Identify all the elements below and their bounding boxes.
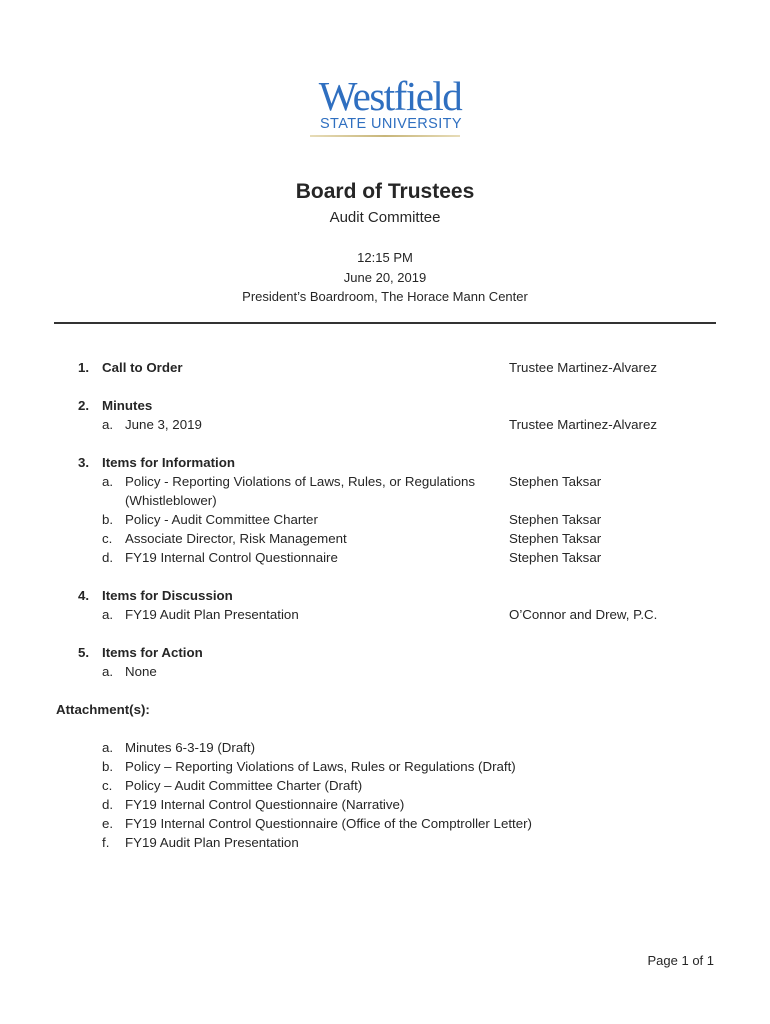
attachment-item	[0, 776, 770, 795]
attachment-letter: e.	[102, 816, 114, 831]
meeting-date: June 20, 2019	[343, 269, 427, 285]
logo-underline	[310, 135, 460, 137]
item-letter: c.	[102, 531, 113, 546]
agenda-item	[0, 415, 770, 434]
item-text: Policy - Audit Committee Charter	[125, 512, 318, 527]
agenda-section	[0, 396, 770, 415]
attachment-item	[0, 757, 770, 776]
presenter: Trustee Martinez-Alvarez	[509, 417, 658, 432]
section-title: Items for Discussion	[102, 588, 233, 603]
attachment-letter: b.	[102, 759, 114, 774]
section-title: Minutes	[102, 398, 153, 413]
section-number: 4.	[78, 588, 90, 603]
item-text: FY19 Internal Control Questionnaire	[125, 550, 338, 565]
presenter: O’Connor and Drew, P.C.	[509, 607, 658, 622]
attachment-item	[0, 814, 770, 833]
agenda-item	[0, 510, 770, 529]
section-title: Call to Order	[102, 360, 183, 375]
agenda-item-continuation	[0, 491, 770, 510]
agenda-item	[0, 529, 770, 548]
presenter: Stephen Taksar	[509, 512, 602, 527]
item-letter: a.	[102, 607, 114, 622]
logo-wordmark: Westfield	[318, 73, 462, 119]
agenda-item	[0, 472, 770, 491]
presenter: Stephen Taksar	[509, 550, 602, 565]
attachments-heading	[0, 700, 770, 719]
attachment-text: FY19 Internal Control Questionnaire (Narrative)	[125, 797, 405, 812]
section-number: 1.	[78, 360, 90, 375]
agenda-item	[0, 662, 770, 681]
attachment-text: FY19 Internal Control Questionnaire (Office of the Comptroller Letter)	[125, 816, 532, 831]
attachment-letter: d.	[102, 797, 114, 812]
attachment-letter: c.	[102, 778, 113, 793]
item-text: Policy - Reporting Violations of Laws, Rules, or Regulations	[125, 474, 476, 489]
agenda-section	[0, 586, 770, 605]
item-text: Associate Director, Risk Management	[125, 531, 347, 546]
agenda-section	[0, 453, 770, 472]
attachment-letter: f.	[102, 835, 110, 850]
page-number: Page 1 of 1	[647, 953, 714, 968]
agenda-section	[0, 358, 770, 377]
presenter: Stephen Taksar	[509, 531, 602, 546]
item-letter: b.	[102, 512, 114, 527]
document-header	[0, 178, 770, 228]
item-letter: a.	[102, 664, 114, 679]
agenda-list	[0, 358, 770, 852]
section-number: 3.	[78, 455, 90, 470]
logo-subtitle: STATE UNIVERSITY	[319, 116, 463, 132]
item-text: FY19 Audit Plan Presentation	[125, 607, 299, 622]
section-number: 5.	[78, 645, 90, 660]
agenda-item	[0, 605, 770, 624]
presenter: Stephen Taksar	[509, 474, 602, 489]
attachment-letter: a.	[102, 740, 114, 755]
attachment-item	[0, 833, 770, 852]
item-letter: a.	[102, 417, 114, 432]
attachment-text: FY19 Audit Plan Presentation	[125, 835, 299, 850]
agenda-section	[0, 643, 770, 662]
attachment-item	[0, 738, 770, 757]
attachment-text: Minutes 6-3-19 (Draft)	[125, 740, 256, 755]
item-letter: d.	[102, 550, 114, 565]
item-text-continued: (Whistleblower)	[125, 493, 217, 508]
university-logo	[0, 74, 770, 137]
page-title: Board of Trustees	[295, 180, 475, 203]
attachment-text: Policy – Audit Committee Charter (Draft)	[125, 778, 363, 793]
committee-name: Audit Committee	[329, 209, 441, 226]
presenter: Trustee Martinez-Alvarez	[509, 360, 658, 375]
meeting-location: President’s Boardroom, The Horace Mann Center	[242, 289, 528, 304]
attachments-label: Attachment(s):	[56, 702, 150, 717]
header-divider	[54, 322, 716, 324]
item-text: June 3, 2019	[125, 417, 202, 432]
section-title: Items for Action	[102, 645, 203, 660]
section-number: 2.	[78, 398, 90, 413]
meeting-time: 12:15 PM	[357, 250, 413, 265]
item-letter: a.	[102, 474, 114, 489]
agenda-item	[0, 548, 770, 567]
section-title: Items for Information	[102, 455, 235, 470]
item-text: None	[125, 664, 157, 679]
meeting-details	[0, 248, 770, 307]
attachment-text: Policy – Reporting Violations of Laws, Rules or Regulations (Draft)	[125, 759, 516, 774]
attachment-item	[0, 795, 770, 814]
